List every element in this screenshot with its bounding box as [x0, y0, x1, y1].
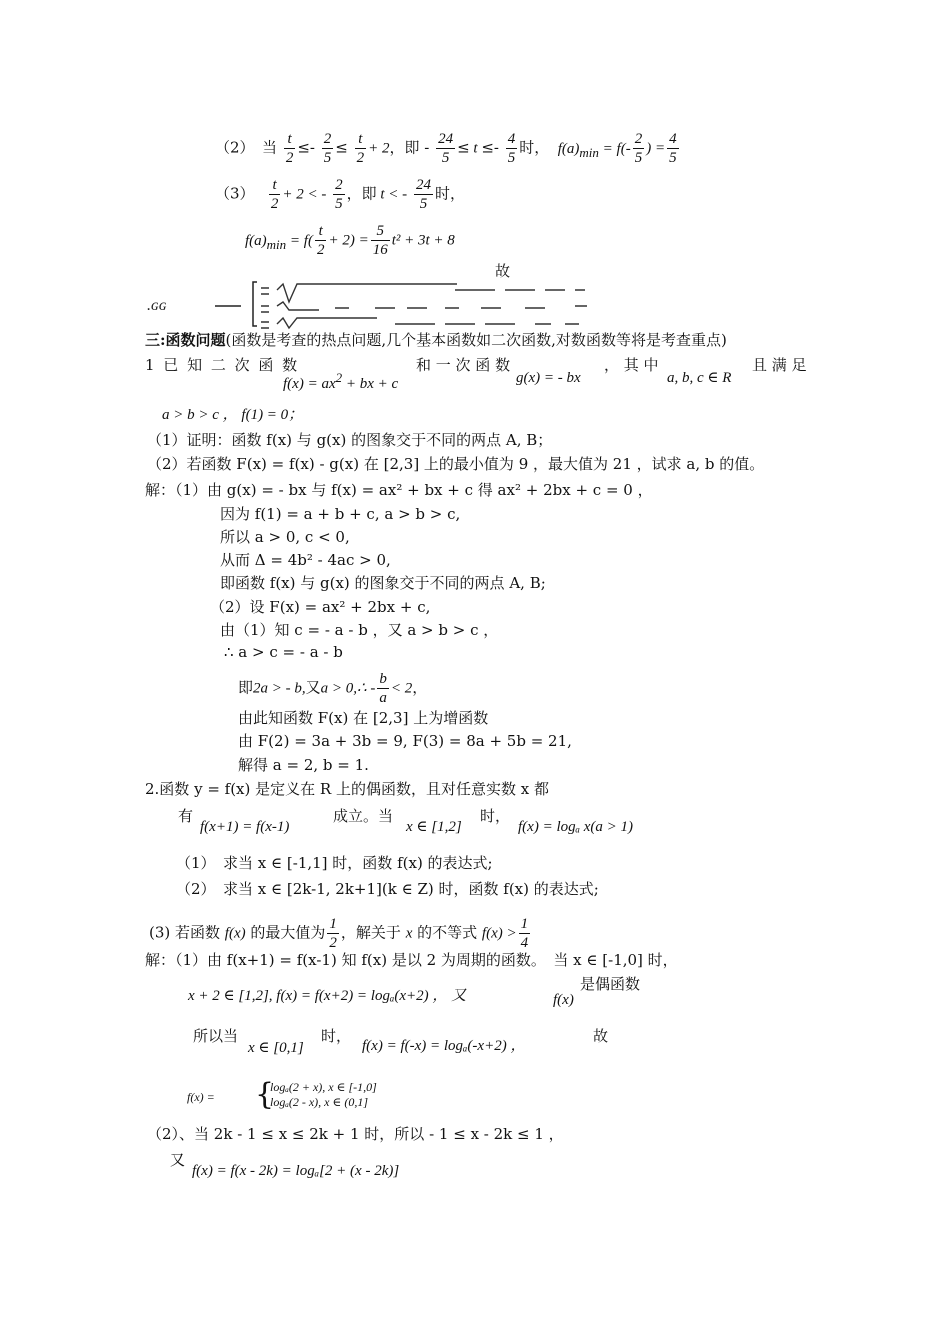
q1-sol-6: （2）设 F(x) = ax² + 2bx + c, — [210, 598, 431, 616]
q1-stem-d: 且 满 足 — [752, 356, 807, 374]
q1-abc: a, b, c ∈ R — [667, 370, 732, 386]
section-title: 三:函数问题 — [145, 331, 226, 349]
q2-period-eq: f(x+1) = f(x-1) — [200, 819, 290, 835]
q1-sol-10: 由此知函数 F(x) 在 [2,3] 上为增函数 — [238, 709, 489, 727]
q1-sol-11: 由 F(2) = 3a + 3b = 9, F(3) = 8a + 5b = 21, — [238, 732, 572, 750]
q2-piecewise-brace: { — [255, 1077, 275, 1112]
q2-sol-2b: f(x) — [553, 992, 574, 1008]
q2-stem-dang: 成立。当 — [333, 807, 394, 825]
q2-piecewise-case2: logₐ(2 - x), x ∈ (0,1] — [270, 1095, 369, 1109]
q2-part3: (3) 若函数 f(x) 的最大值为 $\frac{1}{2}$ ，解关于 x 的不等式 f(x) > $\frac{1}{4}$ — [149, 916, 529, 951]
gu-label: 故 — [495, 262, 511, 280]
q1-sol-3: 所以 a > 0, c < 0, — [220, 528, 350, 546]
q2-sol-3d: f(x) = f(-x) = logₐ(-x+2) ， — [362, 1038, 526, 1054]
q1-stem-c: ， 其 中 — [604, 356, 659, 374]
q1-sol-7: 由（1）知 c = - a - b ，又 a > b > c ， — [220, 621, 499, 639]
q2-stem-shi: 时， — [480, 807, 511, 825]
q1-sol-5: 即函数 f(x) 与 g(x) 的图象交于不同的两点 A, B; — [220, 574, 546, 592]
q2-sol-3a: 所以当 — [193, 1027, 239, 1045]
q2-sol-5b: f(x) = f(x - 2k) = logₐ[2 + (x - 2k)] — [192, 1163, 400, 1179]
case-3-min: $f(a)_{min} = f$( $\frac{t}{2}$ + 2) = $\frac{5}{16}$ t² + 3t + 8 — [245, 223, 455, 258]
q1-sol-1: 解：（1）由 g(x) = - bx 与 f(x) = ax² + bx + c 得 ax² + 2bx + c = 0 ， — [145, 481, 653, 499]
svg-text:.ɢɢ: .ɢɢ — [147, 297, 167, 314]
q1-cond: a > b > c ， f(1) = 0； — [162, 407, 304, 423]
q2-sol-5a: 又 — [170, 1151, 186, 1169]
section-note: (函数是考查的热点问题,几个基本函数如二次函数,对数函数等将是考查重点) — [225, 331, 727, 349]
case-2-line: （2） 当 $\frac{t}{2}$ ≤- $\frac{2}{5}$ ≤ $\frac{t}{2}$ + 2，即 - $\frac{24}{5}$ ≤ t ≤- $\frac{4}{5}$ 时， $f(a)_{min} = f(-$ $\frac{2}{5}$ ) = $\frac{4}{5}$ — [215, 131, 677, 166]
q2-stem: 2.函数 y = f(x) 是定义在 R 上的偶函数，且对任意实数 x 都 — [145, 780, 549, 798]
q1-stem-b: 和 一 次 函 数 — [416, 356, 511, 374]
q2-stem-you: 有 — [178, 807, 194, 825]
q2-x-range: x ∈ [1,2] — [406, 819, 462, 835]
q2-sol-3b: x ∈ [0,1] — [248, 1040, 304, 1056]
q1-g-def: g(x) = - bx — [516, 370, 581, 386]
q1-sol-4: 从而 Δ = 4b² - 4ac > 0, — [220, 551, 391, 569]
q2-sol-2c: 是偶函数 — [580, 975, 641, 993]
q2-sol-1: 解：（1）由 f(x+1) = f(x-1) 知 f(x) 是以 2 为周期的函数。 当 x ∈ [-1,0] 时， — [145, 951, 678, 969]
q2-sol-2: x + 2 ∈ [1,2], f(x) = f(x+2) = logₐ(x+2) ， 又 — [188, 988, 467, 1004]
q1-stem-a: 1 已 知 二 次 函 数 — [145, 356, 300, 374]
q2-sol-3c: 时， — [321, 1027, 352, 1045]
q2-log-def: f(x) = logₐ x(a > 1) — [518, 819, 634, 835]
q2-part1: （1） 求当 x ∈ [-1,1] 时，函数 f(x) 的表达式; — [176, 854, 493, 872]
q1-sol-9: 即2a > - b,又a > 0,∴ - $\frac{b}{a}$ < 2， — [238, 671, 428, 706]
q1-f-def: $f(x) = ax^2$ + bx + c — [283, 370, 399, 392]
q1-sol-2: 因为 f(1) = a + b + c, a > b > c, — [220, 505, 461, 523]
q2-sol-3e: 故 — [593, 1027, 609, 1045]
q2-piecewise-f: f(x) = — [187, 1090, 215, 1104]
q1-part1: （1）证明：函数 f(x) 与 g(x) 的图象交于不同的两点 A, B； — [147, 431, 553, 449]
q2-part2: （2） 求当 x ∈ [2k-1, 2k+1](k ∈ Z) 时，函数 f(x) 的表达式; — [176, 880, 599, 898]
q2-piecewise-case1: logₐ(2 + x), x ∈ [-1,0] — [270, 1080, 377, 1094]
blurred-piecewise-formula — [145, 276, 615, 332]
q1-part2: （2）若函数 F(x) = f(x) - g(x) 在 [2,3] 上的最小值为 9 ，最大值为 21 ，试求 a, b 的值。 — [147, 455, 765, 473]
case-3-line: （3） $\frac{t}{2}$ + 2 < - $\frac{2}{5}$ ，即 t < - $\frac{24}{5}$ 时， — [215, 177, 465, 212]
q1-sol-12: 解得 a = 2, b = 1. — [238, 756, 369, 774]
q1-sol-8: ∴ a > c = - a - b — [224, 643, 343, 661]
section-heading — [145, 330, 727, 350]
q2-sol-4: （2）、当 2k - 1 ≤ x ≤ 2k + 1 时，所以 - 1 ≤ x - 2k ≤ 1 ， — [147, 1125, 564, 1143]
